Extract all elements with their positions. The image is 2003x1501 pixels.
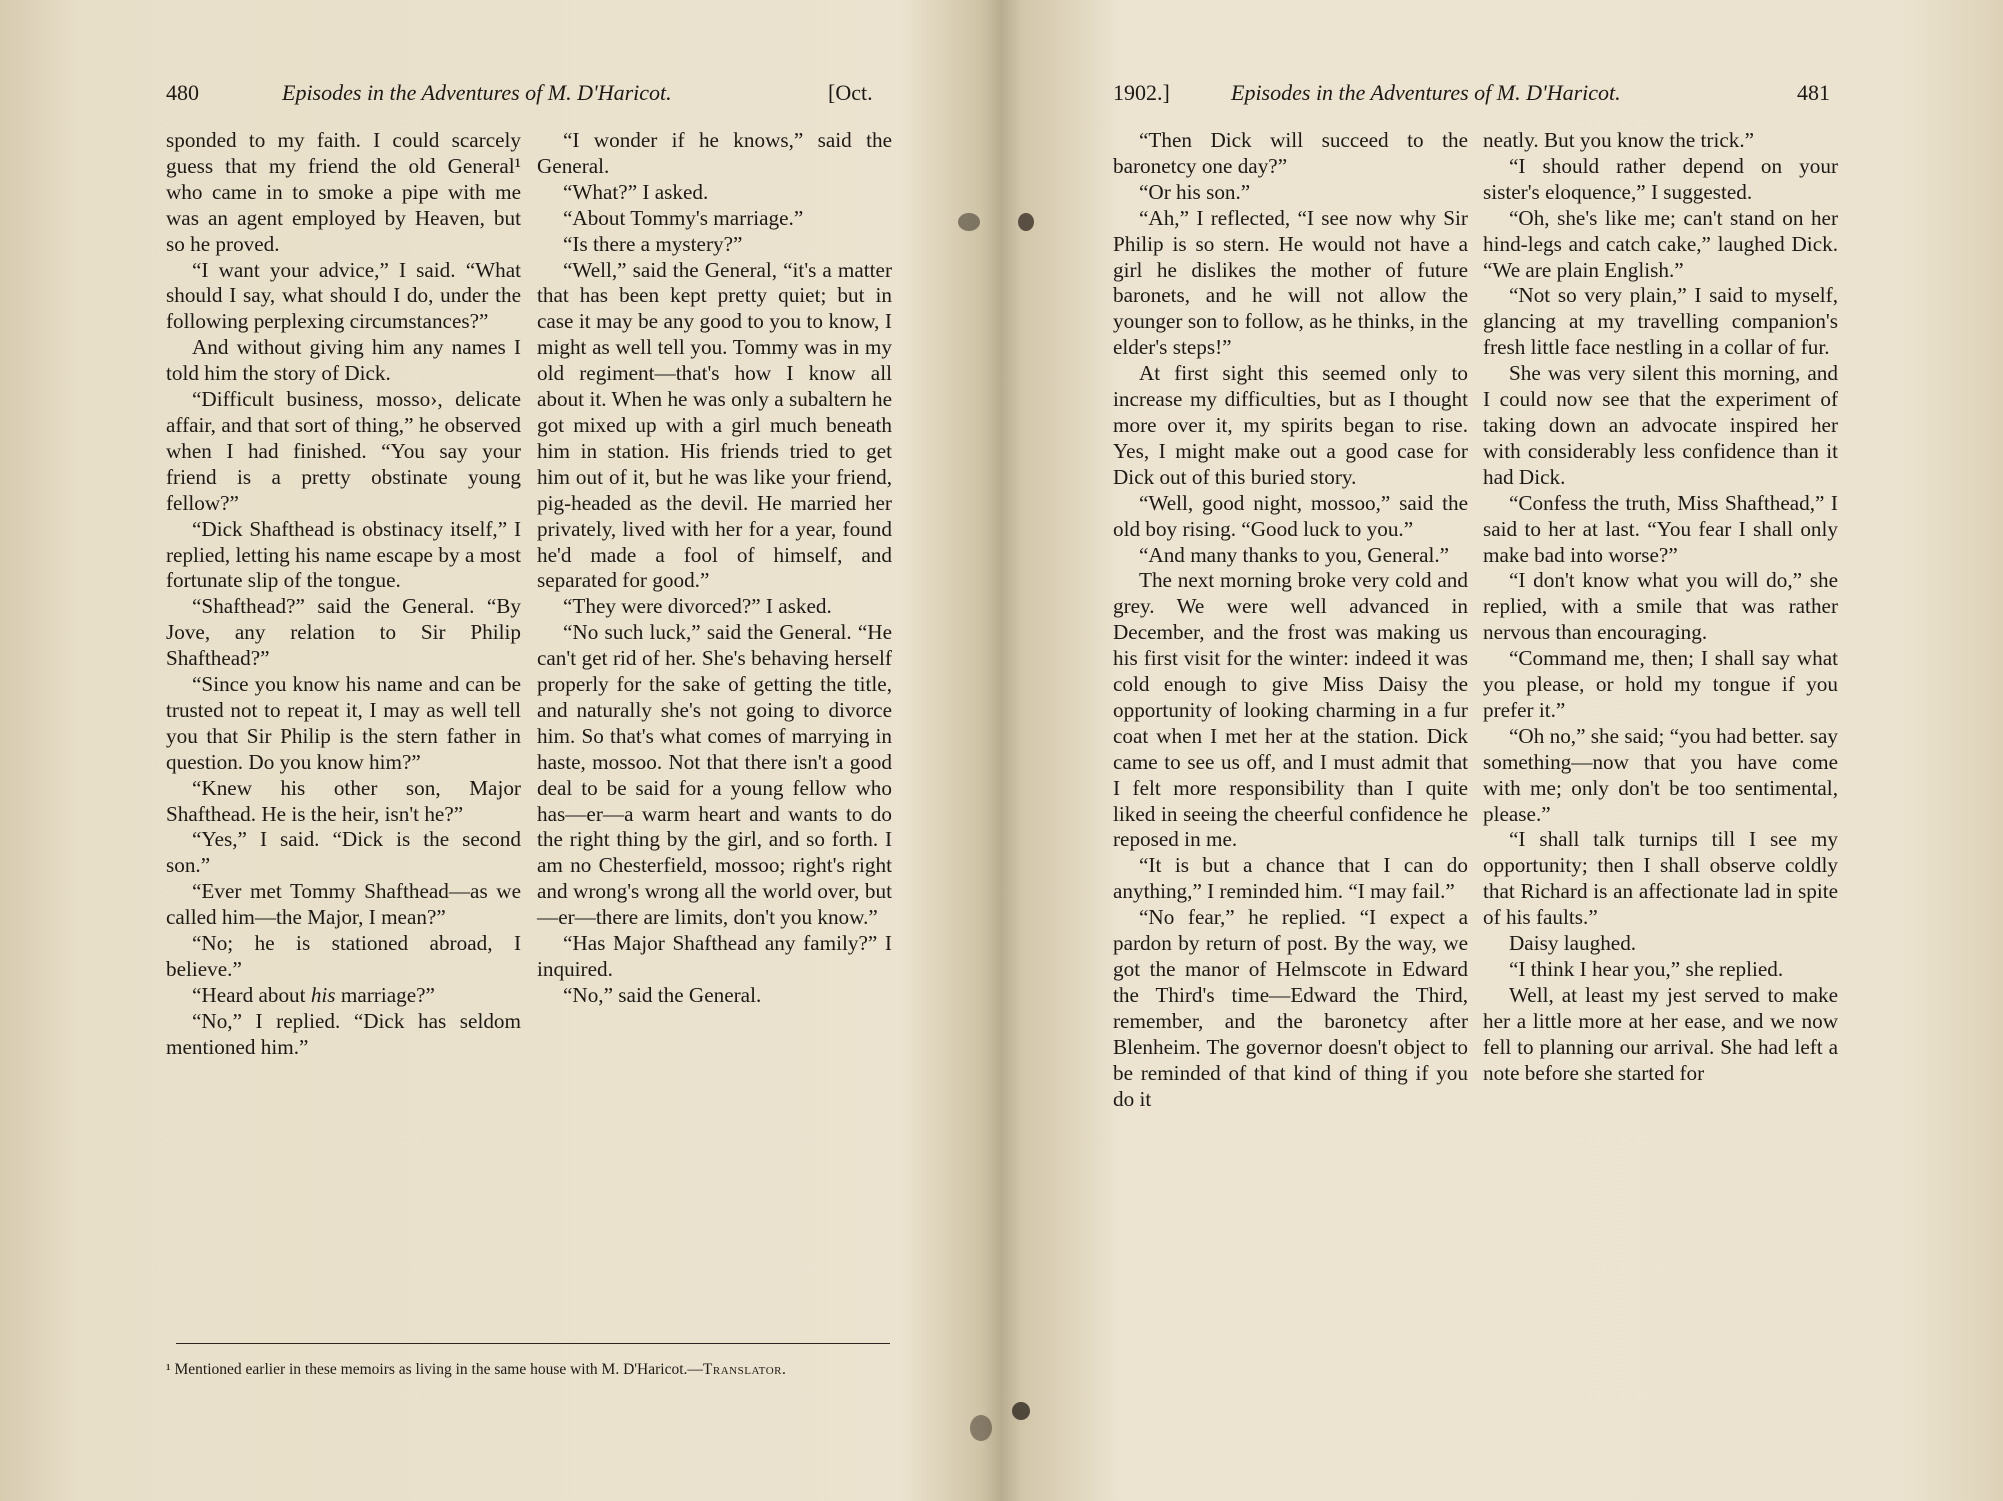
paragraph: And without giving him any names I told him the story of Dick.	[166, 335, 521, 386]
page-number: 481	[1797, 80, 1830, 105]
paragraph: “They were divorced?” I asked.	[563, 594, 832, 619]
left-page	[0, 0, 1000, 1501]
paragraph: “What?” I asked.	[563, 179, 709, 204]
text-run: “Heard about	[192, 982, 311, 1007]
paragraph: The next morning broke very cold and grey. We were well advanced in December, and the frost was making us his first visit for the winter: indeed it was cold enough to give Miss Daisy the opportunity of looking charming in a fur coat when I met her at the station. Dick came to see us off, and I must admit that I felt more responsibility than I quite liked in seeing the cheerful confidence he reposed in me.	[1113, 568, 1468, 852]
date-marker: [Oct.	[828, 80, 873, 105]
paragraph: “I shall talk turnips till I see my opportunity; then I shall observe coldly that Richard is an affectionate lad in spite of his faults.”	[1483, 827, 1838, 930]
paragraph: “No,” I replied. “Dick has seldom mentioned him.”	[166, 1008, 521, 1059]
paragraph: “Or his son.”	[1139, 179, 1251, 204]
paragraph: “Yes,” I said. “Dick is the second son.”	[166, 827, 521, 878]
paragraph: “Then Dick will succeed to the baronetcy one day?”	[1113, 128, 1468, 178]
page-number: 480	[166, 80, 199, 105]
paragraph: “Well, good night, mossoo,” said the old boy rising. “Good luck to you.”	[1113, 490, 1468, 541]
paragraph: Daisy laughed.	[1509, 931, 1637, 956]
paragraph: “Is there a mystery?”	[563, 231, 743, 256]
paragraph: “Dick Shafthead is obstinacy itself,” I replied, letting his name escape by a most fortunate slip of the tongue.	[166, 516, 521, 593]
footnote	[166, 1360, 892, 1380]
footnote-text: ¹ Mentioned earlier in these memoirs as living in the same house with M. D'Haricot.—	[166, 1361, 703, 1378]
running-head	[1113, 80, 1833, 114]
paragraph: neatly. But you know the trick.”	[1483, 128, 1755, 152]
right-page	[1003, 0, 2003, 1501]
date-marker: 1902.]	[1113, 80, 1170, 105]
paragraph: “No fear,” he replied. “I expect a pardon by return of post. By the way, we got the manor of Helmscote in Edward the Third's time—Edward the Third, remember, and the baronetcy after Blenheim. The governor doesn't object to be reminded of that kind of thing if you do it	[1113, 905, 1468, 1111]
paragraph: “Ever met Tommy Shafthead—as we called him—the Major, I mean?”	[166, 879, 521, 930]
text-run: marriage?”	[335, 982, 435, 1007]
paragraph: “Command me, then; I shall say what you please, or hold my tongue if you prefer it.”	[1483, 646, 1838, 722]
paragraph: Well, at least my jest served to make her a little more at her ease, and we now fell to planning our arrival. She had left a note before she started for	[1483, 982, 1838, 1085]
paragraph: “Ah,” I reflected, “I see now why Sir Philip is so stern. He would not have a girl he dislikes the mother of future baronets, and he will not allow the younger son to follow, as he thinks, in the elder's steps!”	[1113, 205, 1468, 360]
footnote-rule	[176, 1343, 890, 1344]
paragraph: “Has Major Shafthead any family?” I inquired.	[537, 931, 892, 981]
paragraph: “I don't know what you will do,” she replied, with a smile that was rather nervous than encouraging.	[1483, 568, 1838, 645]
paragraph: sponded to my faith. I could scarcely guess that my friend the old General¹ who came in to smoke a pipe with me was an agent employed by Heaven, but so he proved.	[166, 128, 521, 256]
paragraph	[166, 983, 521, 1009]
text-column-1	[1113, 128, 1468, 1112]
italic-run: his	[310, 982, 336, 1007]
paragraph: “Confess the truth, Miss Shafthead,” I said to her at last. “You fear I shall only make bad into worse?”	[1483, 490, 1838, 567]
paragraph: “Oh, she's like me; can't stand on her hind-legs and catch cake,” laughed Dick. “We are plain English.”	[1483, 205, 1838, 282]
paragraph: “No; he is stationed abroad, I believe.”	[166, 931, 521, 981]
text-column-2	[537, 128, 892, 1009]
paragraph: “No such luck,” said the General. “He can't get rid of her. She's behaving herself properly for the sake of getting the title, and naturally she's not going to divorce him. So that's what comes of marrying in haste, mossoo. Not that there isn't a good deal to be said for a young fellow who has—er—a warm heart and wants to do the right thing by the girl, and so forth. I am no Chesterfield, mossoo; right's right and wrong's wrong all the world over, but—er—there are limits, don't you know.”	[537, 620, 892, 930]
running-head	[166, 80, 886, 114]
paragraph: “Since you know his name and can be trusted not to repeat it, I may as well tell you that Sir Philip is the stern father in question. Do you know him?”	[166, 672, 521, 774]
running-title: Episodes in the Adventures of M. D'Haricot.	[282, 80, 672, 105]
paragraph: “I should rather depend on your sister's eloquence,” I suggested.	[1483, 153, 1838, 204]
paragraph: “Well,” said the General, “it's a matter that has been kept pretty quiet; but in case it may be any good to you to know, I might as well tell you. Tommy was in my old regiment—that's how I know all about it. When he was only a subaltern he got mixed up with a girl much beneath him in station. His friends tried to get him out of it, but he was like your friend, pig-headed as the devil. He married her privately, lived with her for a year, found he'd made a fool of himself, and separated for good.”	[537, 257, 892, 593]
paragraph: She was very silent this morning, and I could now see that the experiment of taking down an advocate inspired her with considerably less confidence than it had Dick.	[1483, 361, 1838, 489]
text-column-2	[1483, 128, 1838, 1087]
paragraph: “About Tommy's marriage.”	[563, 205, 804, 230]
footnote-credit: Translator.	[702, 1361, 787, 1378]
text-column-1	[166, 128, 521, 1061]
paragraph: “No,” said the General.	[563, 982, 762, 1007]
paragraph: “And many thanks to you, General.”	[1139, 542, 1450, 567]
paragraph: “It is but a chance that I can do anything,” I reminded him. “I may fail.”	[1113, 853, 1468, 904]
paragraph: “Shafthead?” said the General. “By Jove, any relation to Sir Philip Shafthead?”	[166, 594, 521, 671]
paragraph: “I want your advice,” I said. “What should I say, what should I do, under the following perplexing circumstances?”	[166, 257, 521, 334]
paragraph: “Not so very plain,” I said to myself, glancing at my travelling companion's fresh little face nestling in a collar of fur.	[1483, 283, 1838, 360]
paragraph: “Oh no,” she said; “you had better. say something—now that you have come with me; only don't be too sentimental, please.”	[1483, 723, 1838, 826]
running-title: Episodes in the Adventures of M. D'Haricot.	[1231, 80, 1621, 105]
paragraph: “Difficult business, mosso›, delicate affair, and that sort of thing,” he observed when I had finished. “You say your friend is a pretty obstinate young fellow?”	[166, 387, 521, 515]
paragraph: “I think I hear you,” she replied.	[1509, 957, 1784, 981]
paragraph: “Knew his other son, Major Shafthead. He is the heir, isn't he?”	[166, 775, 521, 826]
paragraph: At first sight this seemed only to increase my difficulties, but as I thought more over it, my spirits began to rise. Yes, I might make out a good case for Dick out of this buried story.	[1113, 361, 1468, 489]
paragraph: “I wonder if he knows,” said the General.	[537, 128, 892, 178]
